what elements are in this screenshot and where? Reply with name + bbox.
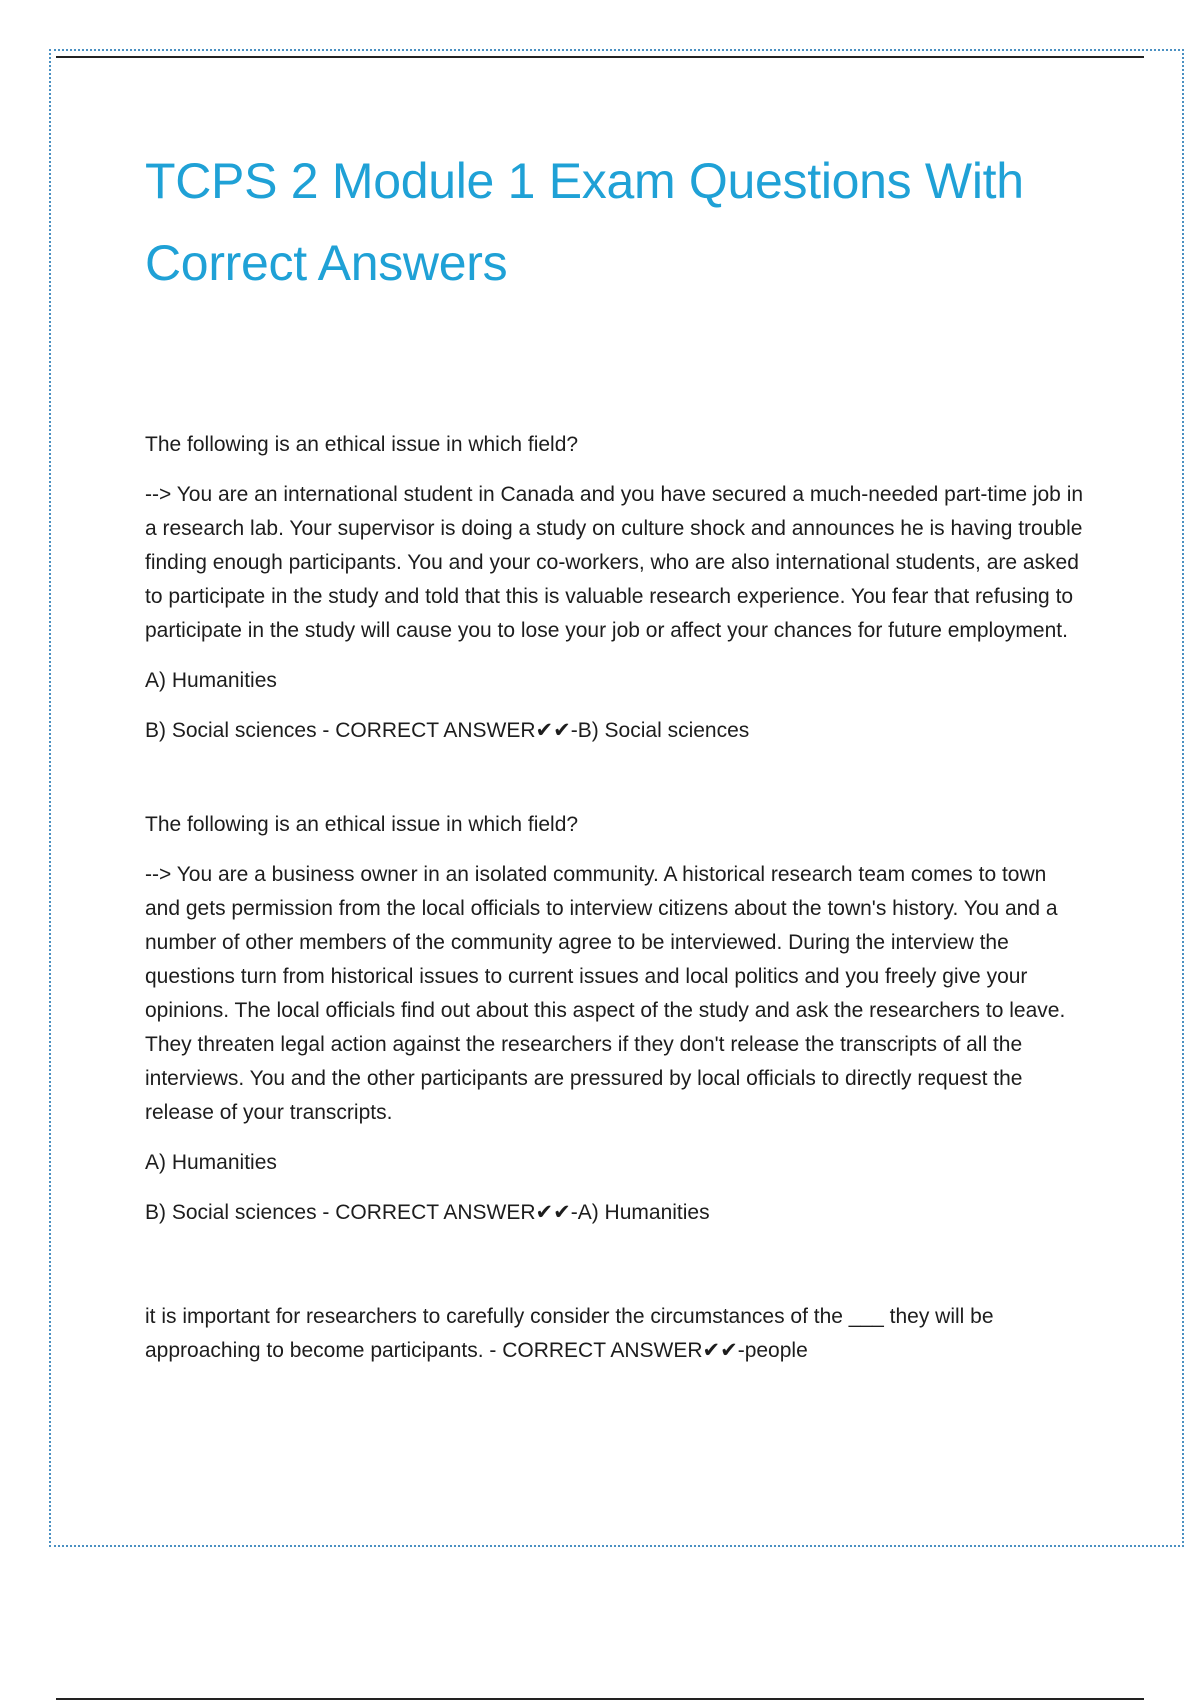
question-2-scenario: --> You are a business owner in an isolated community. A historical research team comes to town and gets permission from the local officials to interview citizens about the town's history. You and a number of other members of the community agree to be interviewed. During the interview the questions turn from historical issues to current issues and local politics and you freely give your opinions. The local officials find out about this aspect of the study and ask the researchers to leave. They threaten legal action against the researchers if they don't release the transcripts of all the interviews. You and the other participants are pressured by local officials to directly request the release of your transcripts. — [145, 863, 1066, 1124]
question-1-option-a: A) Humanities — [145, 669, 277, 692]
question-2-prompt: The following is an ethical issue in which field? — [145, 813, 579, 836]
document-title: TCPS 2 Module 1 Exam Questions With Correct Answers — [145, 153, 1024, 291]
question-2 — [145, 808, 1085, 1230]
question-1 — [145, 428, 1085, 748]
question-3 — [145, 1300, 1085, 1368]
question-1-prompt: The following is an ethical issue in which field? — [145, 433, 579, 456]
question-2-option-b-answer: B) Social sciences - CORRECT ANSWER✔✔-A) Humanities — [145, 1201, 710, 1224]
question-1-option-b-answer: B) Social sciences - CORRECT ANSWER✔✔-B) Social sciences — [145, 719, 750, 742]
question-1-scenario: --> You are an international student in Canada and you have secured a much-needed part-time job in a research lab. Your supervisor is doing a study on culture shock and announces he is having trouble finding enough participants. You and your co-workers, who are also international students, are asked to participate in the study and told that this is valuable research experience. You fear that refusing to participate in the study will cause you to lose your job or affect your chances for future employment. — [145, 483, 1084, 642]
document-content — [145, 140, 1085, 1368]
top-rule — [56, 56, 1144, 58]
question-3-statement-answer: it is important for researchers to carefully consider the circumstances of the ___ they will be approaching to become participants. - CORRECT ANSWER✔✔-people — [145, 1305, 994, 1362]
question-2-option-a: A) Humanities — [145, 1151, 277, 1174]
